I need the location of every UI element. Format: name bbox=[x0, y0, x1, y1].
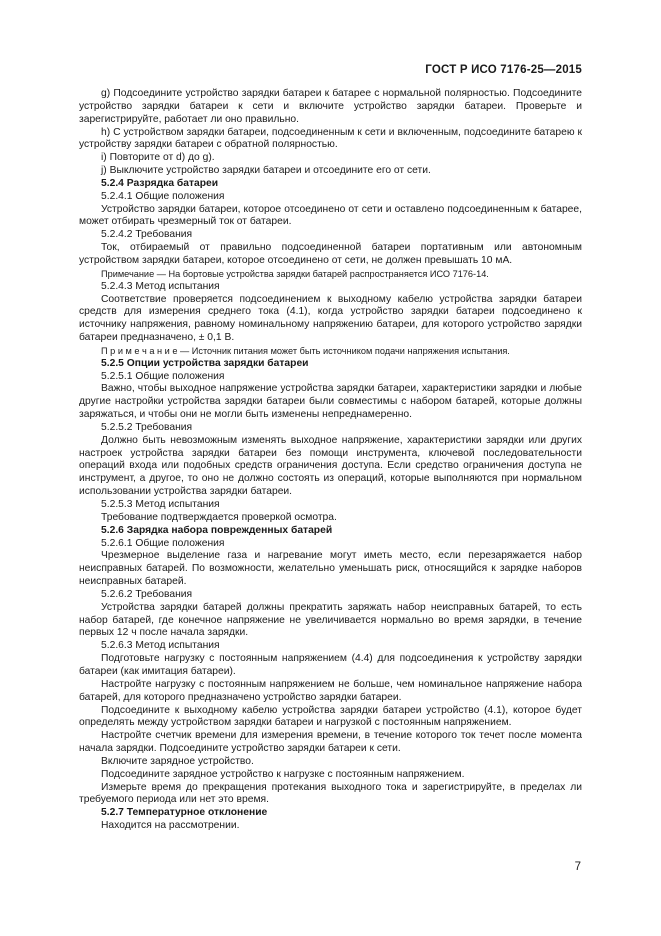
document-body bbox=[79, 88, 582, 833]
paragraph: Подсоедините зарядное устройство к нагрузке с постоянным напряжением. bbox=[101, 768, 465, 780]
section-heading: 5.2.5 Опции устройства зарядки батареи bbox=[101, 357, 309, 369]
paragraph: Чрезмерное выделение газа и нагревание могут иметь место, если перезаряжается набор неисправных батарей. По возможности, желательно уменьшать риск, относящийся к зарядке наборов неисправных батарей. bbox=[79, 550, 582, 588]
paragraph: 5.2.4.3 Метод испытания bbox=[101, 280, 220, 292]
paragraph: 5.2.5.2 Требования bbox=[101, 421, 193, 433]
paragraph: 5.2.6.1 Общие положения bbox=[101, 537, 225, 549]
paragraph: Ток, отбираемый от правильно подсоединенной батареи портативным или автономным устройством зарядки батареи, которое отсоединено от сети, не должен превышать 10 мА. bbox=[79, 242, 582, 266]
paragraph: 5.2.4.2 Требования bbox=[101, 229, 193, 241]
section-heading: 5.2.7 Температурное отклонение bbox=[101, 807, 268, 819]
paragraph: Важно, чтобы выходное напряжение устройства зарядки батареи, характеристики зарядки и любые другие настройки устройства зарядки батареи были совместимы с набором батарей, которые должны заряжаться, и чтобы они не могли быть изменены непреднамеренно. bbox=[79, 383, 582, 421]
paragraph: Включите зарядное устройство. bbox=[101, 755, 254, 767]
document-header: ГОСТ Р ИСО 7176-25—2015 bbox=[425, 64, 582, 76]
paragraph: 5.2.5.1 Общие положения bbox=[101, 370, 225, 382]
paragraph: 5.2.5.3 Метод испытания bbox=[101, 499, 220, 510]
paragraph: g) Подсоедините устройство зарядки батареи к батарее с нормальной полярностью. Подсоедините устройство зарядки батареи к сети и включите устройство зарядки батареи. Проверьте и зарегистрируйте, работает ли оно правильно. bbox=[79, 88, 582, 125]
note-paragraph: П р и м е ч а н и е — Источник питания может быть источником подачи напряжения испытания. bbox=[101, 345, 510, 356]
paragraph: Настройте счетчик времени для измерения времени, в течение которого ток течет после момента начала зарядки. Подсоедините устройство зарядки батареи к сети. bbox=[79, 730, 582, 755]
section-heading: 5.2.6 Зарядка набора поврежденных батарей bbox=[101, 524, 333, 536]
section-heading: 5.2.4 Разрядка батареи bbox=[101, 177, 219, 189]
paragraph: j) Выключите устройство зарядки батареи и отсоедините его от сети. bbox=[101, 165, 431, 177]
note-paragraph: Примечание — На бортовые устройства зарядки батарей распространяется ИСО 7176-14. bbox=[101, 268, 489, 279]
page-number: 7 bbox=[574, 861, 581, 873]
paragraph: h) С устройством зарядки батареи, подсоединенным к сети и включенным, подсоедините батарею к устройству зарядки батареи с обратной полярностью. bbox=[79, 126, 582, 151]
paragraph: Устройства зарядки батарей должны прекратить заряжать набор неисправных батарей, то есть набор батарей, где конечное напряжение не увеличивается нормально во время зарядки, в течение первых 12 ч после начала зарядки. bbox=[79, 601, 582, 639]
paragraph: Соответствие проверяется подсоединением к выходному кабелю устройства зарядки батареи средств для измерения среднего тока (4.1), когда устройство зарядки батареи подсоединено к источнику напряжения, равному номинальному напряжению батареи, для которого устройство зарядки батареи предназначено, ± 0,1 В. bbox=[79, 293, 582, 344]
paragraph: 5.2.6.2 Требования bbox=[101, 588, 193, 600]
paragraph: i) Повторите от d) до g). bbox=[101, 152, 215, 164]
paragraph: Настройте нагрузку с постоянным напряжением не больше, чем номинальное напряжение набора батарей, для которого предназначено устройство зарядки батареи. bbox=[79, 678, 582, 703]
paragraph: Подсоедините к выходному кабелю устройства зарядки батареи устройство (4.1), которое будет определять между устройством зарядки батареи и нагрузкой с постоянным напряжением. bbox=[79, 704, 582, 729]
paragraph: Требование подтверждается проверкой осмотра. bbox=[101, 511, 337, 523]
paragraph: 5.2.4.1 Общие положения bbox=[101, 190, 225, 202]
paragraph: Измерьте время до прекращения протекания выходного тока и зарегистрируйте, в пределах ли требуемого периода или нет это время. bbox=[79, 781, 582, 806]
paragraph: 5.2.6.3 Метод испытания bbox=[101, 640, 220, 652]
paragraph: Устройство зарядки батареи, которое отсоединено от сети и оставлено подсоединенным к батарее, может отбирать чрезмерный ток от батареи. bbox=[79, 203, 582, 228]
paragraph: Подготовьте нагрузку с постоянным напряжением (4.4) для подсоединения к устройству зарядки батареи (как имитация батареи). bbox=[79, 653, 582, 677]
paragraph: Находится на рассмотрении. bbox=[101, 820, 240, 832]
paragraph: Должно быть невозможным изменять выходное напряжение, характеристики зарядки или других настроек устройства зарядки батареи без помощи инструмента, ключевой последовательности операций входа или подобных средств ограничения доступа. Если средство ограничения доступа не инструмент, а другое, то оно не должно состоять из операций, которые выполняются при нормальном использовании устройства зарядки батареи. bbox=[79, 434, 582, 498]
